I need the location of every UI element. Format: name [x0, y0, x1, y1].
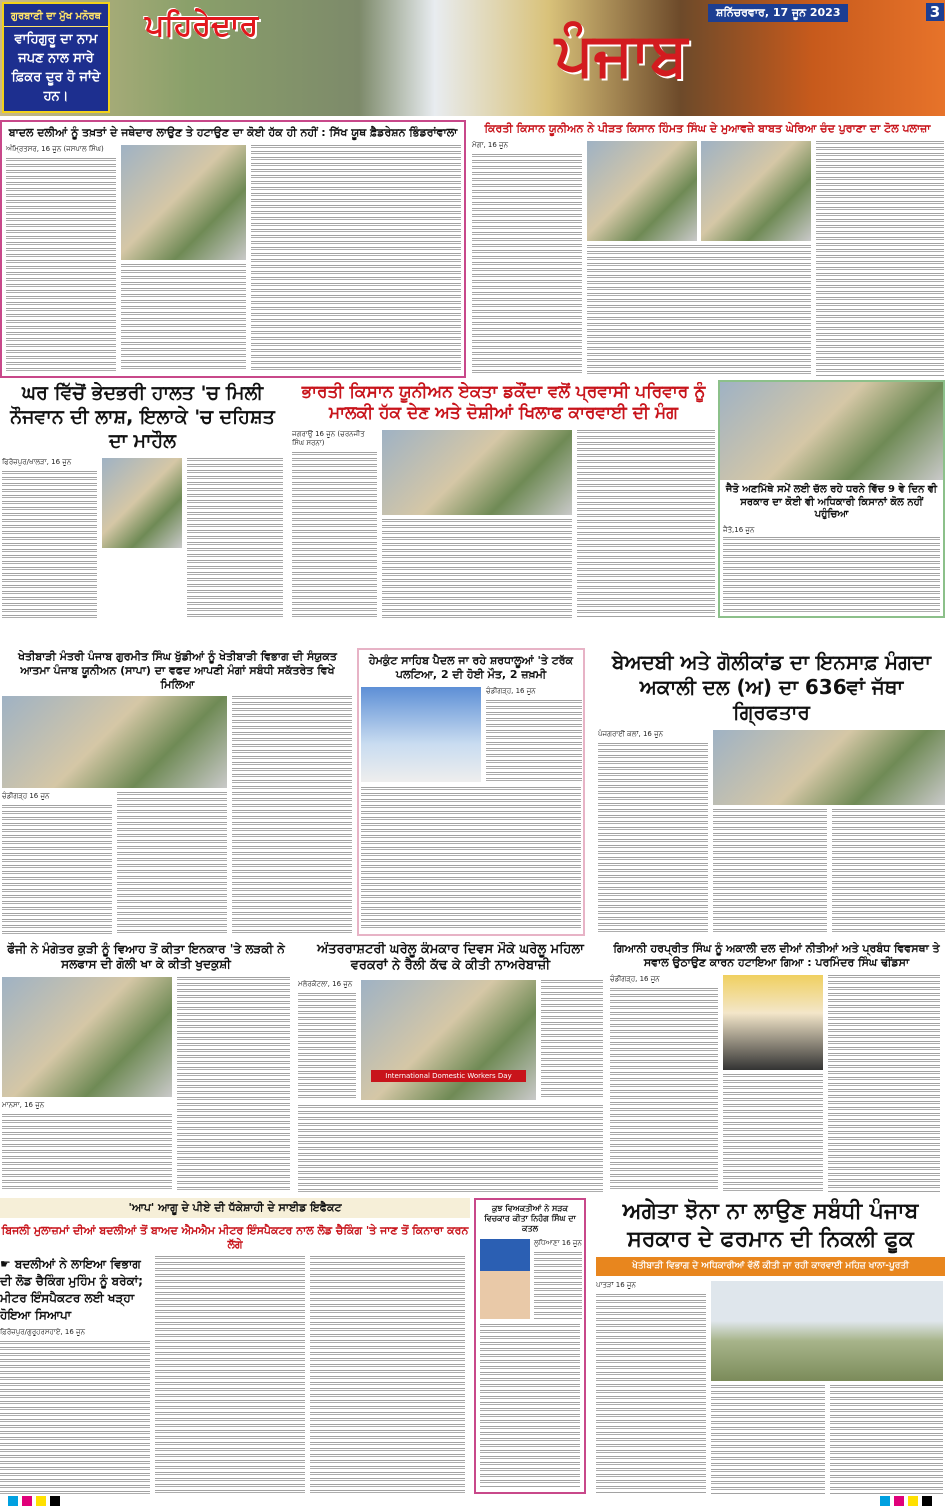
headline: ਘਰ ਵਿੱਚੋਂ ਭੇਦਭਰੀ ਹਾਲਤ 'ਚ ਮਿਲੀ ਨੌਜਵਾਨ ਦੀ ਲਾਸ਼, ਇਲਾਕੇ 'ਚ ਦਹਿਸ਼ਤ ਦਾ ਮਾਹੌਲ — [10, 382, 275, 452]
story-5 — [718, 380, 945, 618]
photo — [723, 975, 823, 1070]
issue-date: ਸ਼ਨਿੱਚਰਵਾਰ, 17 ਜੂਨ 2023 — [708, 4, 848, 22]
motto-title: ਗੁਰਬਾਣੀ ਦਾ ਮੁੱਖ ਮਨੋਰਥ — [4, 7, 108, 27]
body-text — [251, 145, 461, 372]
story-3 — [0, 382, 285, 618]
headline: ਬਾਦਲ ਦਲੀਆਂ ਨੂੰ ਤਖ਼ਤਾਂ ਦੇ ਜਥੇਦਾਰ ਲਾਉਣ ਤੇ ਹਟਾਉਣ ਦਾ ਕੋਈ ਹੱਕ ਹੀ ਨਹੀਂ : ਸਿੱਖ ਯੂਥ ਫ਼ੈਡਰੇਸ਼ਨ ਭਿੰਡਰਾਂਵਾਲਾ — [8, 126, 458, 139]
photo — [701, 141, 811, 241]
registration-mark — [894, 1496, 904, 1506]
dateline: ਚੰਡੀਗੜ੍ਹ, 16 ਜੂਨ — [610, 974, 660, 983]
body-text — [187, 458, 283, 618]
story-9 — [0, 942, 292, 1192]
photo — [2, 696, 227, 788]
headline: ਕੁਝ ਵਿਅਕਤੀਆਂ ਨੇ ਸੜਕ ਵਿਚਕਾਰ ਕੀਤਾ ਨਿਹੰਗ ਸਿੰਘ ਦਾ ਕਤਲ — [484, 1204, 576, 1233]
page-number: 3 — [926, 3, 944, 21]
body-text — [310, 1256, 465, 1494]
body-text — [541, 980, 603, 1100]
story-8 — [598, 650, 945, 935]
dateline: ਪਾਤੜਾਂ 16 ਜੂਨ — [596, 1281, 636, 1290]
photo — [2, 977, 172, 1097]
photo — [361, 687, 481, 782]
body-text — [292, 452, 377, 619]
body-text — [711, 1385, 825, 1494]
photo — [102, 458, 182, 548]
photo — [480, 1239, 530, 1319]
dateline: ਫਿਰੋਜ਼ਪੁਰ/ਖਾਲੜਾ, 16 ਜੂਨ — [2, 458, 72, 467]
body-text — [117, 792, 227, 935]
photo — [713, 730, 945, 805]
body-text — [486, 700, 582, 782]
dateline: ਜਗਰਾਉਂ 16 ਜੂਨ (ਚਰਨਜੀਤ ਸਿੰਘ ਸਰਨਾ) — [292, 429, 365, 447]
registration-mark — [50, 1496, 60, 1506]
body-text — [598, 743, 708, 935]
headline: ਖੇਤੀਬਾੜੀ ਮੰਤਰੀ ਪੰਜਾਬ ਗੁਰਮੀਤ ਸਿੰਘ ਖੁੱਡੀਆਂ ਨੂੰ ਖੇਤੀਬਾੜੀ ਵਿਭਾਗ ਦੀ ਸੰਯੁਕਤ ਆਤਮਾ ਪੰਜਾਬ ਯੂਨੀਅਨ (ਸਾਪਾ) ਦਾ ਵਫਦ ਆਪਣੀ ਮੰਗਾਂ ਸਬੰਧੀ ਸਕੱਤਰੇਤ ਵਿਖੇ ਮਿਲਿਆ — [18, 650, 337, 691]
dateline: ਪੰਜਗਰਾਈਂ ਕਲਾਂ, 16 ਜੂਨ — [598, 730, 664, 738]
headline: ਬੇਅਦਬੀ ਅਤੇ ਗੋਲੀਕਾਂਡ ਦਾ ਇਨਸਾਫ਼ ਮੰਗਦਾ ਅਕਾਲੀ ਦਲ (ਅ) ਦਾ 636ਵਾਂ ਜੱਥਾ ਗ੍ਰਿਫਤਾਰ — [611, 650, 932, 724]
story-10 — [298, 942, 603, 1192]
body-text — [816, 141, 944, 376]
headline: ਕਿਰਤੀ ਕਿਸਾਨ ਯੂਨੀਅਨ ਨੇ ਪੀੜਤ ਕਿਸਾਨ ਹਿੰਮਤ ਸਿੰਘ ਦੇ ਮੁਆਵਜ਼ੇ ਬਾਬਤ ਘੇਰਿਆ ਚੰਦ ਪੁਰਾਣਾ ਦਾ ਟੋਲ ਪਲਾਜ਼ਾ — [484, 122, 931, 135]
body-text — [723, 1074, 823, 1193]
body-text — [2, 1114, 172, 1192]
photo — [361, 980, 536, 1100]
body-text — [382, 519, 572, 619]
headline: ਫੌਜੀ ਨੇ ਮੰਗੇਤਰ ਕੁੜੀ ਨੂੰ ਵਿਆਹ ਤੋਂ ਕੀਤਾ ਇਨਕਾਰ 'ਤੇ ਲੜਕੀ ਨੇ ਸਲਫਾਸ ਦੀ ਗੋਲੀ ਖਾ ਕੇ ਕੀਤੀ ਖੁਦਕੁਸ਼ੀ — [7, 942, 285, 971]
body-text — [0, 1341, 150, 1494]
body-text — [177, 977, 290, 1192]
body-text — [298, 993, 356, 1100]
dateline: ਅੰਮ੍ਰਿਤਸਰ, 16 ਜੂਨ (ਜਸਪਾਲ ਸਿੰਘ) — [6, 144, 104, 153]
motto-box — [2, 2, 110, 113]
registration-mark — [36, 1496, 46, 1506]
body-text — [2, 805, 112, 935]
story-4 — [292, 382, 715, 618]
registration-mark — [908, 1496, 918, 1506]
photo — [121, 145, 246, 260]
dateline: ਜੈਤੋ,16 ਜੂਨ — [723, 525, 755, 534]
body-text — [832, 809, 945, 935]
body-text — [596, 1294, 706, 1494]
headline: ਭਾਰਤੀ ਕਿਸਾਨ ਯੂਨੀਅਨ ਏਕਤਾ ਡਕੌਂਦਾ ਵਲੋਂ ਪ੍ਰਵਾਸੀ ਪਰਿਵਾਰ ਨੂੰ ਮਾਲਕੀ ਹੱਕ ਦੇਣ ਅਤੇ ਦੋਸ਼ੀਆਂ ਖਿਲਾਫ ਕਾਰਵਾਈ ਦੀ ਮੰਗ — [301, 382, 706, 424]
subhead-bar: ਖੇਤੀਬਾੜੀ ਵਿਭਾਗ ਦੇ ਅਧਿਕਾਰੀਆਂ ਵੱਲੋਂ ਕੀਤੀ ਜਾ ਰਹੀ ਕਾਰਵਾਈ ਮਹਿਜ਼ ਖਾਨਾ-ਪੂਰਤੀ — [596, 1257, 945, 1276]
photo — [711, 1281, 943, 1381]
photo — [587, 141, 697, 241]
body-text — [480, 1324, 580, 1488]
body-text — [610, 988, 718, 1193]
story-12 — [0, 1198, 470, 1494]
body-text — [298, 1105, 603, 1193]
registration-mark — [22, 1496, 32, 1506]
body-text — [155, 1256, 305, 1494]
body-text — [361, 787, 581, 931]
dateline: ਚੰਡੀਗੜ੍ਹ, 16 ਜੂਨ — [486, 686, 536, 695]
registration-mark — [922, 1496, 932, 1506]
dateline: ਚੰਡੀਗੜ੍ਹ 16 ਜੂਨ — [2, 792, 50, 801]
body-text — [577, 430, 715, 619]
body-text — [828, 975, 940, 1193]
body-text — [121, 264, 246, 372]
section-title: ਪੰਜਾਬ — [555, 20, 688, 90]
motto-text: ਵਾਹਿਗੁਰੂ ਦਾ ਨਾਮ ਜਪਣ ਨਾਲ ਸਾਰੇ ਫ਼ਿਕਰ ਦੂਰ ਹੋ ਜਾਂਦੇ ਹਨ। — [11, 32, 101, 104]
body-text — [2, 471, 97, 618]
dateline: ਫ਼ਿਰੋਜ਼ਪੁਰ/ਗੁਰੂਹਰਸਹਾਏ, 16 ਜੂਨ — [0, 1328, 85, 1337]
kicker: 'ਆਪ' ਆਗੂ ਦੇ ਪੀਏ ਦੀ ਧੱਕੇਸ਼ਾਹੀ ਦੇ ਸਾਈਡ ਇਫੈਕਟ — [0, 1198, 470, 1218]
story-6 — [0, 650, 355, 935]
photo-banner: International Domestic Workers Day — [371, 1070, 526, 1082]
story-13 — [474, 1198, 586, 1494]
dateline: ਮੋਗਾ, 16 ਜੂਨ — [472, 140, 509, 149]
story-1 — [0, 120, 466, 378]
paper-name: ਪਹਿਰੇਦਾਰ — [145, 8, 259, 43]
headline: ਅਗੇਤਾ ਝੋਨਾ ਨਾ ਲਾਉਣ ਸਬੰਧੀ ਪੰਜਾਬ ਸਰਕਾਰ ਦੇ ਫਰਮਾਨ ਦੀ ਨਿਕਲੀ ਫੂਕ — [622, 1199, 919, 1252]
headline: ਹੇਮਕੁੰਟ ਸਾਹਿਬ ਪੈਦਲ ਜਾ ਰਹੇ ਸ਼ਰਧਾਲੂਆਂ 'ਤੇ ਟਰੱਕ ਪਲਟਿਆ, 2 ਦੀ ਹੋਈ ਮੌਤ, 2 ਜ਼ਖ਼ਮੀ — [368, 654, 574, 681]
body-text — [534, 1252, 582, 1319]
body-text — [6, 158, 116, 372]
dateline: ਮਾਨਸਾ, 16 ਜੂਨ — [2, 1101, 45, 1109]
headline: ਬਿਜਲੀ ਮੁਲਾਜ਼ਮਾਂ ਦੀਆਂ ਬਦਲੀਆਂ ਤੋਂ ਬਾਅਦ ਐਮਐਮ ਮੀਟਰ ਇੰਸਪੈਕਟਰ ਨਾਲ ਲੋਡ ਚੈਕਿੰਗ 'ਤੇ ਜਾਣ ਤੋਂ ਕਿਨਾਰਾ ਕਰਨ ਲੱਗੇ — [1, 1223, 469, 1251]
body-text — [472, 154, 582, 376]
body-text — [723, 537, 940, 615]
story-2 — [470, 120, 945, 378]
registration-mark — [880, 1496, 890, 1506]
story-14 — [596, 1198, 945, 1494]
story-7 — [357, 648, 585, 936]
story-11 — [608, 942, 945, 1192]
photo — [720, 382, 943, 480]
subhead: ☛ ਬਦਲੀਆਂ ਨੇ ਲਾਇਆ ਵਿਭਾਗ ਦੀ ਲੋਡ ਚੈਕਿੰਗ ਮੁਹਿੰਮ ਨੂੰ ਬਰੇਕਾਂ; ਮੀਟਰ ਇੰਸਪੈਕਟਰ ਲਈ ਖੜ੍ਹਾ ਹੋਇਆ ਸਿਆਪਾ — [0, 1257, 143, 1323]
headline: ਅੰਤਰਰਾਸ਼ਟਰੀ ਘਰੇਲੂ ਕੰਮਕਾਰ ਦਿਵਸ ਮੌਕੇ ਘਰੇਲੂ ਮਹਿਲਾ ਵਰਕਰਾਂ ਨੇ ਰੈਲੀ ਕੱਢ ਕੇ ਕੀਤੀ ਨਾਅਰੇਬਾਜ਼ੀ — [317, 942, 584, 974]
headline: ਜੈਤੋ ਅਣਮਿੱਥੇ ਸਮੇਂ ਲਈ ਚੱਲ ਰਹੇ ਧਰਨੇ ਵਿੱਚ 9 ਵੇ ਦਿਨ ਵੀ ਸਰਕਾਰ ਦਾ ਕੋਈ ਵੀ ਅਧਿਕਾਰੀ ਕਿਸਾਨਾਂ ਕੋਲ ਨਹੀਂ ਪਹੁੰਚਿਆ — [725, 484, 938, 520]
photo — [382, 430, 572, 515]
body-text — [713, 809, 827, 935]
body-text — [587, 245, 811, 376]
headline: ਗਿਆਨੀ ਹਰਪ੍ਰੀਤ ਸਿੰਘ ਨੂੰ ਅਕਾਲੀ ਦਲ ਦੀਆਂ ਨੀਤੀਆਂ ਅਤੇ ਪ੍ਰਬੰਧ ਵਿਵਸਥਾ ਤੇ ਸਵਾਲ ਉਠਾਉਣ ਕਾਰਨ ਹਟਾਇਆ ਗਿਆ : ਪਰਮਿੰਦਰ ਸਿੰਘ ਢੀਂਡਸਾ — [613, 942, 940, 969]
dateline: ਮਲੇਰਕੋਟਲਾ, 16 ਜੂਨ — [298, 979, 353, 988]
dateline: ਲੁਧਿਆਣਾ 16 ਜੂਨ — [534, 1239, 582, 1247]
body-text — [830, 1385, 944, 1494]
registration-mark — [8, 1496, 18, 1506]
body-text — [232, 696, 352, 935]
